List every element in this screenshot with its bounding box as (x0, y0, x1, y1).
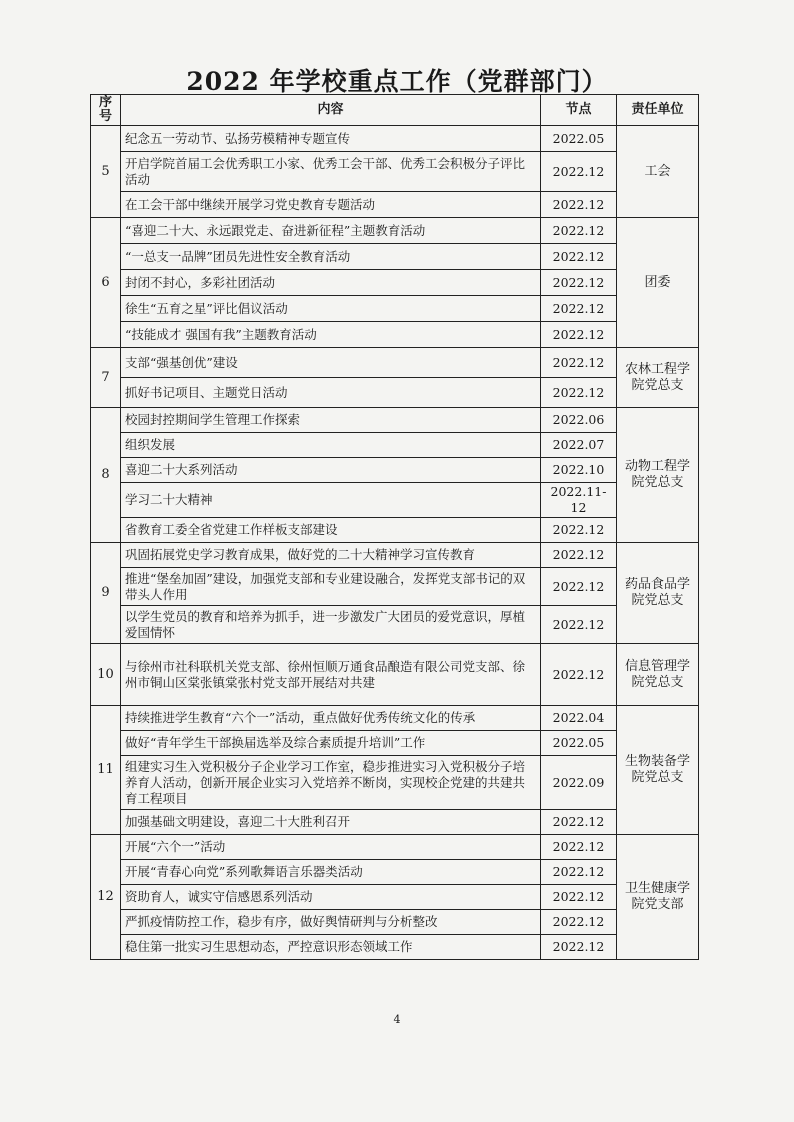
table-row (91, 543, 699, 568)
row-seq: 12 (91, 835, 121, 960)
row-content: 组织发展 (121, 433, 541, 458)
table-row (91, 152, 699, 192)
row-date: 2022.11-12 (541, 483, 617, 518)
row-date: 2022.12 (541, 192, 617, 218)
row-date: 2022.12 (541, 348, 617, 378)
row-content: 严抓疫情防控工作，稳步有序，做好舆情研判与分析整改 (121, 910, 541, 935)
row-content: 开展“青春心向党”系列歌舞语言乐器类活动 (121, 860, 541, 885)
row-date: 2022.12 (541, 568, 617, 606)
row-content: 组建实习生入党积极分子企业学习工作室，稳步推进实习入党积极分子培养育人活动，创新开展企业实习入党培养不断岗，实现校企党建的共建共育工程项目 (121, 756, 541, 810)
table-row (91, 860, 699, 885)
row-date: 2022.12 (541, 296, 617, 322)
table-row (91, 810, 699, 835)
header-unit: 责任单位 (617, 95, 699, 126)
row-date: 2022.12 (541, 543, 617, 568)
table-row (91, 378, 699, 408)
row-content: 稳住第一批实习生思想动态，严控意识形态领域工作 (121, 935, 541, 960)
row-content: 资助育人，诚实守信感恩系列活动 (121, 885, 541, 910)
row-date: 2022.05 (541, 126, 617, 152)
table-row (91, 706, 699, 731)
page-number: 4 (393, 1013, 401, 1026)
row-content: 学习二十大精神 (121, 483, 541, 518)
row-content: “喜迎二十大、永远跟党走、奋进新征程”主题教育活动 (121, 218, 541, 244)
table-row (91, 885, 699, 910)
row-content: 开展“六个一”活动 (121, 835, 541, 860)
row-unit: 信息管理学院党总支 (617, 644, 699, 706)
row-date: 2022.09 (541, 756, 617, 810)
table-row (91, 731, 699, 756)
row-seq: 8 (91, 408, 121, 543)
row-date: 2022.12 (541, 518, 617, 543)
row-content: 徐生“五育之星”评比倡议活动 (121, 296, 541, 322)
row-date: 2022.05 (541, 731, 617, 756)
table-row (91, 408, 699, 433)
table-row (91, 458, 699, 483)
table-row (91, 835, 699, 860)
table-row (91, 910, 699, 935)
row-content: 支部“强基创优”建设 (121, 348, 541, 378)
row-content: 开启学院首届工会优秀职工小家、优秀工会干部、优秀工会积极分子评比活动 (121, 152, 541, 192)
table-row (91, 192, 699, 218)
row-date: 2022.07 (541, 433, 617, 458)
row-unit: 团委 (617, 218, 699, 348)
work-table (90, 94, 699, 960)
row-content: 省教育工委全省党建工作样板支部建设 (121, 518, 541, 543)
row-content: 与徐州市社科联机关党支部、徐州恒顺万通食品酿造有限公司党支部、徐州市铜山区棠张镇棠张村党支部开展结对共建 (121, 644, 541, 706)
table-row (91, 935, 699, 960)
row-date: 2022.12 (541, 270, 617, 296)
row-content: 封闭不封心，多彩社团活动 (121, 270, 541, 296)
table-row (91, 218, 699, 244)
row-date: 2022.12 (541, 378, 617, 408)
table-row (91, 644, 699, 706)
row-date: 2022.12 (541, 860, 617, 885)
page-title: 2022 年学校重点工作（党群部门） (186, 67, 608, 96)
row-content: 持续推进学生教育“六个一”活动，重点做好优秀传统文化的传承 (121, 706, 541, 731)
row-seq: 9 (91, 543, 121, 644)
row-content: 加强基础文明建设，喜迎二十大胜利召开 (121, 810, 541, 835)
row-content: 做好“青年学生干部换届选举及综合素质提升培训”工作 (121, 731, 541, 756)
row-date: 2022.12 (541, 835, 617, 860)
row-date: 2022.12 (541, 244, 617, 270)
row-date: 2022.04 (541, 706, 617, 731)
row-content: 在工会干部中继续开展学习党史教育专题活动 (121, 192, 541, 218)
row-date: 2022.12 (541, 910, 617, 935)
row-date: 2022.06 (541, 408, 617, 433)
row-date: 2022.12 (541, 935, 617, 960)
row-seq: 5 (91, 126, 121, 218)
table-row (91, 483, 699, 518)
row-content: 巩固拓展党史学习教育成果，做好党的二十大精神学习宣传教育 (121, 543, 541, 568)
row-unit: 药品食品学院党总支 (617, 543, 699, 644)
header-row (91, 95, 699, 126)
row-date: 2022.12 (541, 218, 617, 244)
row-content: 喜迎二十大系列活动 (121, 458, 541, 483)
header-content: 内容 (121, 95, 541, 126)
table-row (91, 518, 699, 543)
header-seq: 序号 (91, 95, 121, 126)
table-row (91, 606, 699, 644)
row-unit: 生物装备学院党总支 (617, 706, 699, 835)
row-date: 2022.12 (541, 606, 617, 644)
row-date: 2022.12 (541, 152, 617, 192)
row-content: “技能成才 强国有我”主题教育活动 (121, 322, 541, 348)
row-content: 以学生党员的教育和培养为抓手，进一步激发广大团员的爱党意识，厚植爱国情怀 (121, 606, 541, 644)
row-date: 2022.12 (541, 322, 617, 348)
table-row (91, 568, 699, 606)
row-content: 抓好书记项目、主题党日活动 (121, 378, 541, 408)
row-date: 2022.12 (541, 885, 617, 910)
row-content: “一总支一品牌”团员先进性安全教育活动 (121, 244, 541, 270)
table-row (91, 756, 699, 810)
row-date: 2022.12 (541, 644, 617, 706)
row-date: 2022.10 (541, 458, 617, 483)
table-row (91, 433, 699, 458)
row-date: 2022.12 (541, 810, 617, 835)
table-body (91, 126, 699, 960)
row-unit: 工会 (617, 126, 699, 218)
table-row (91, 126, 699, 152)
header-date: 节点 (541, 95, 617, 126)
row-seq: 10 (91, 644, 121, 706)
row-seq: 7 (91, 348, 121, 408)
row-content: 推进“堡垒加固”建设，加强党支部和专业建设融合，发挥党支部书记的双带头人作用 (121, 568, 541, 606)
table-row (91, 322, 699, 348)
row-content: 校园封控期间学生管理工作探索 (121, 408, 541, 433)
row-seq: 11 (91, 706, 121, 835)
table-row (91, 348, 699, 378)
table-row (91, 296, 699, 322)
row-unit: 农林工程学院党总支 (617, 348, 699, 408)
row-content: 纪念五一劳动节、弘扬劳模精神专题宣传 (121, 126, 541, 152)
row-unit: 卫生健康学院党支部 (617, 835, 699, 960)
table-row (91, 270, 699, 296)
table-row (91, 244, 699, 270)
row-unit: 动物工程学院党总支 (617, 408, 699, 543)
row-seq: 6 (91, 218, 121, 348)
